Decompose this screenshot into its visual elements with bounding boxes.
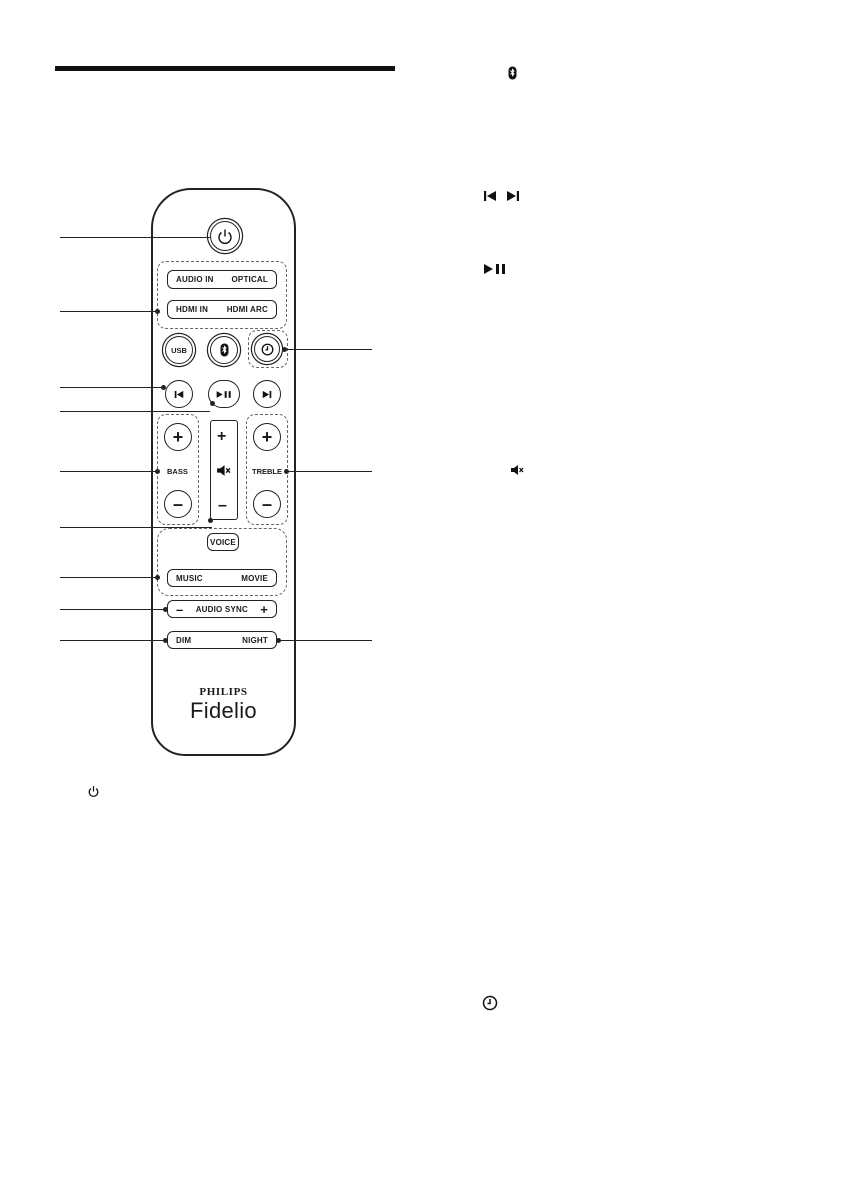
callout-dot: [163, 607, 168, 612]
previous-button[interactable]: [165, 380, 193, 408]
next-icon: [506, 189, 520, 207]
play-pause-icon: [483, 262, 507, 280]
movie-label: MOVIE: [241, 573, 268, 583]
callout-line: [60, 609, 167, 610]
music-movie-button[interactable]: [167, 569, 277, 587]
bass-down-button[interactable]: [164, 490, 192, 518]
music-label: MUSIC: [176, 573, 203, 583]
minus-label: –: [172, 493, 183, 514]
next-button[interactable]: [253, 380, 281, 408]
voice-button[interactable]: [207, 533, 239, 551]
play-pause-icon: [216, 390, 232, 399]
treble-down-button[interactable]: [253, 490, 281, 518]
callout-line: [284, 349, 372, 350]
callout-line: [278, 640, 372, 641]
dim-night-button[interactable]: [167, 631, 277, 649]
audio-in-optical-button[interactable]: [167, 270, 277, 289]
hdmi-arc-label: HDMI ARC: [226, 305, 268, 314]
treble-up-button[interactable]: [253, 423, 281, 451]
audio-in-label: AUDIO IN: [176, 275, 214, 284]
power-button[interactable]: [210, 221, 240, 251]
callout-dot: [208, 518, 213, 523]
night-label: NIGHT: [242, 635, 268, 645]
dim-label: DIM: [176, 635, 192, 645]
volume-up-button[interactable]: +: [217, 428, 227, 445]
power-icon: [88, 785, 99, 803]
hdmi-button[interactable]: [167, 300, 277, 319]
timer-icon: [261, 343, 274, 356]
callout-dot: [155, 575, 160, 580]
callout-line: [60, 311, 157, 312]
callout-line: [60, 387, 165, 388]
callout-dot: [161, 385, 166, 390]
callout-dot: [155, 469, 160, 474]
bluetooth-icon: [220, 343, 229, 357]
treble-label: TREBLE: [252, 467, 282, 476]
voice-label: VOICE: [210, 537, 236, 547]
audio-sync-plus: +: [260, 601, 268, 617]
callout-line: [60, 640, 167, 641]
bluetooth-icon: [508, 66, 517, 83]
previous-icon: [174, 390, 184, 399]
callout-line: [60, 527, 212, 528]
audio-sync-button[interactable]: [167, 600, 277, 618]
callout-line: [288, 471, 372, 472]
audio-sync-minus: –: [176, 601, 184, 617]
callout-dot: [282, 347, 287, 352]
brand-logo: PHILIPS: [199, 686, 248, 698]
callout-dot: [155, 309, 160, 314]
minus-label: –: [261, 493, 272, 514]
model-logo: Fidelio: [190, 698, 257, 723]
callout-dot: [163, 638, 168, 643]
callout-line: [60, 411, 210, 412]
next-icon: [262, 390, 272, 399]
volume-down-button[interactable]: –: [218, 497, 227, 514]
hdmi-in-label: HDMI IN: [176, 305, 209, 314]
mute-icon: [216, 464, 231, 477]
timer-icon: [482, 995, 498, 1016]
usb-label: USB: [171, 345, 187, 355]
mute-button[interactable]: [216, 464, 231, 482]
plus-label: +: [172, 426, 184, 447]
bass-up-button[interactable]: [164, 423, 192, 451]
audio-sync-label: AUDIO SYNC: [195, 604, 248, 614]
callout-line: [60, 237, 210, 238]
callout-dot: [276, 638, 281, 643]
power-icon: [217, 228, 233, 245]
callout-line: [60, 577, 157, 578]
callout-dot: [210, 401, 215, 406]
bass-label: BASS: [167, 467, 188, 476]
usb-button[interactable]: [165, 336, 193, 364]
plus-label: +: [261, 426, 273, 447]
optical-label: OPTICAL: [231, 275, 268, 284]
mute-icon: [510, 463, 524, 481]
callout-line: [60, 471, 157, 472]
callout-dot: [284, 469, 289, 474]
bluetooth-button[interactable]: [210, 336, 238, 364]
section-rule: [55, 66, 395, 71]
timer-button[interactable]: [254, 336, 280, 362]
previous-icon: [483, 189, 497, 207]
